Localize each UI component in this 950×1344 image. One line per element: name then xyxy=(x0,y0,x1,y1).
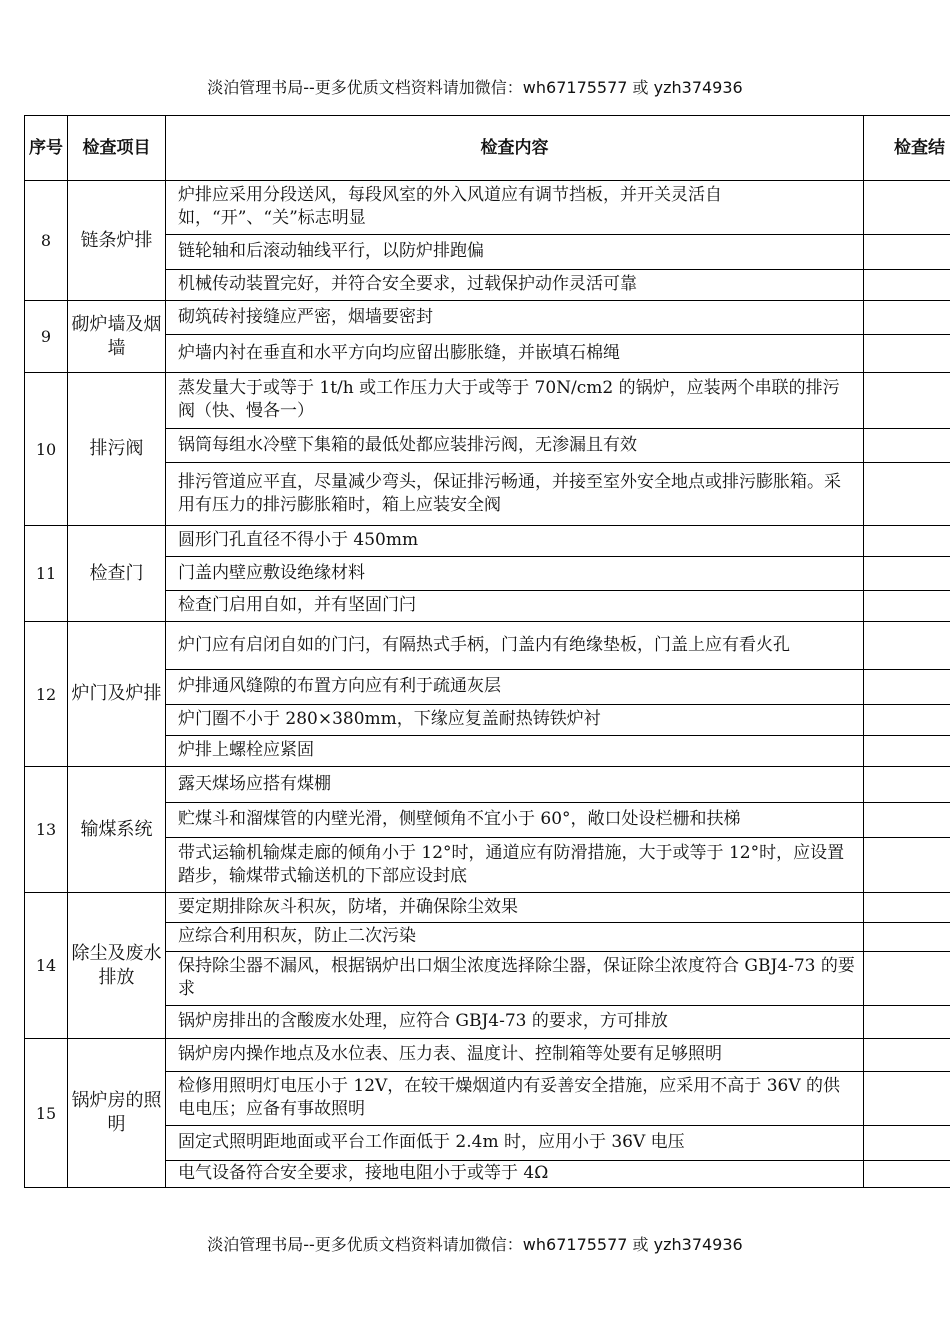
section-number: 8 xyxy=(25,181,68,301)
check-content-cell: 排污管道应平直，尽量减少弯头，保证排污畅通，并接至室外安全地点或排污膨胀箱。采用有压力的排污膨胀箱时，箱上应装安全阀 xyxy=(166,463,864,526)
table-row xyxy=(25,622,950,670)
document-header: 淡泊管理书局--更多优质文档资料请加微信：wh67175577 或 yzh374936 xyxy=(207,78,743,97)
table-header-row xyxy=(25,116,950,181)
section-item: 检查门 xyxy=(68,526,166,622)
check-result-cell xyxy=(864,463,950,526)
check-result-cell xyxy=(864,670,950,705)
table-row xyxy=(25,1039,950,1072)
check-result-cell xyxy=(864,301,950,335)
check-content-cell: 砌筑砖衬接缝应严密，烟墙要密封 xyxy=(166,301,864,335)
check-content-cell: 蒸发量大于或等于 1t/h 或工作压力大于或等于 70N/cm2 的锅炉，应装两个串联的排污阀（快、慢各一） xyxy=(166,373,864,429)
check-result-cell xyxy=(864,705,950,736)
check-result-cell xyxy=(864,1039,950,1072)
check-result-cell xyxy=(864,181,950,235)
check-content-cell: 圆形门孔直径不得小于 450mm xyxy=(166,526,864,557)
table-row xyxy=(25,373,950,429)
check-result-cell xyxy=(864,838,950,893)
check-content-cell: 炉排应采用分段送风，每段风室的外入风道应有调节挡板，并开关灵活自如，“开”、“关”标志明显 xyxy=(166,181,864,235)
check-content-cell: 锅炉房内操作地点及水位表、压力表、温度计、控制箱等处要有足够照明 xyxy=(166,1039,864,1072)
check-result-cell xyxy=(864,270,950,301)
check-content-cell: 链轮轴和后滚动轴线平行，以防炉排跑偏 xyxy=(166,235,864,270)
section-number: 12 xyxy=(25,622,68,767)
header-check-content: 检查内容 xyxy=(166,116,864,181)
check-content-cell: 炉排上螺栓应紧固 xyxy=(166,736,864,767)
section-item: 砌炉墙及烟墙 xyxy=(68,301,166,373)
check-content-cell: 门盖内壁应敷设绝缘材料 xyxy=(166,557,864,591)
check-result-cell xyxy=(864,893,950,923)
header-check-item: 检查项目 xyxy=(68,116,166,181)
check-content-cell: 要定期排除灰斗积灰，防堵，并确保除尘效果 xyxy=(166,893,864,923)
check-content-cell: 检查门启用自如，并有坚固门闩 xyxy=(166,591,864,622)
check-content-cell: 锅炉房排出的含酸废水处理，应符合 GBJ4-73 的要求，方可排放 xyxy=(166,1006,864,1039)
section-item: 除尘及废水排放 xyxy=(68,893,166,1039)
check-content-cell: 应综合利用积灰，防止二次污染 xyxy=(166,923,864,952)
section-item: 输煤系统 xyxy=(68,767,166,893)
section-item: 链条炉排 xyxy=(68,181,166,301)
check-result-cell xyxy=(864,1006,950,1039)
section-number: 13 xyxy=(25,767,68,893)
check-content-cell: 露天煤场应搭有煤棚 xyxy=(166,767,864,803)
section-number: 15 xyxy=(25,1039,68,1188)
header-serial-number: 序号 xyxy=(25,116,68,181)
check-content-cell: 炉排通风缝隙的布置方向应有利于疏通灰层 xyxy=(166,670,864,705)
check-result-cell xyxy=(864,803,950,838)
header-check-result: 检查结 xyxy=(864,116,950,181)
check-content-cell: 电气设备符合安全要求，接地电阻小于或等于 4Ω xyxy=(166,1161,864,1188)
check-result-cell xyxy=(864,736,950,767)
check-content-cell: 炉门应有启闭自如的门闩，有隔热式手柄，门盖内有绝缘垫板，门盖上应有看火孔 xyxy=(166,622,864,670)
section-item: 锅炉房的照明 xyxy=(68,1039,166,1188)
section-item: 炉门及炉排 xyxy=(68,622,166,767)
table-row xyxy=(25,767,950,803)
check-content-cell: 锅筒每组水冷壁下集箱的最低处都应装排污阀，无渗漏且有效 xyxy=(166,429,864,463)
check-result-cell xyxy=(864,1161,950,1188)
check-content-cell: 保持除尘器不漏风，根据锅炉出口烟尘浓度选择除尘器，保证除尘浓度符合 GBJ4-73 的要求 xyxy=(166,952,864,1006)
table-row xyxy=(25,181,950,235)
check-content-cell: 带式运输机输煤走廊的倾角小于 12°时，通道应有防滑措施，大于或等于 12°时，应设置踏步，输煤带式输送机的下部应设封底 xyxy=(166,838,864,893)
check-content-cell: 固定式照明距地面或平台工作面低于 2.4m 时，应用小于 36V 电压 xyxy=(166,1126,864,1161)
section-number: 9 xyxy=(25,301,68,373)
section-number: 10 xyxy=(25,373,68,526)
check-result-cell xyxy=(864,557,950,591)
check-result-cell xyxy=(864,1072,950,1126)
section-item: 排污阀 xyxy=(68,373,166,526)
check-content-cell: 炉门圈不小于 280×380mm，下缘应复盖耐热铸铁炉衬 xyxy=(166,705,864,736)
check-content-cell: 机械传动装置完好，并符合安全要求，过载保护动作灵活可靠 xyxy=(166,270,864,301)
table-row xyxy=(25,301,950,335)
inspection-table xyxy=(24,115,950,1188)
check-content-cell: 贮煤斗和溜煤管的内壁光滑，侧壁倾角不宜小于 60°，敞口处设栏栅和扶梯 xyxy=(166,803,864,838)
check-result-cell xyxy=(864,591,950,622)
check-result-cell xyxy=(864,235,950,270)
check-result-cell xyxy=(864,1126,950,1161)
document-footer: 淡泊管理书局--更多优质文档资料请加微信：wh67175577 或 yzh374936 xyxy=(207,1235,743,1254)
check-result-cell xyxy=(864,622,950,670)
check-result-cell xyxy=(864,335,950,373)
check-result-cell xyxy=(864,767,950,803)
table-row xyxy=(25,893,950,923)
check-content-cell: 检修用照明灯电压小于 12V，在较干燥烟道内有妥善安全措施，应采用不高于 36V 的供电电压；应备有事故照明 xyxy=(166,1072,864,1126)
section-number: 11 xyxy=(25,526,68,622)
check-result-cell xyxy=(864,373,950,429)
check-result-cell xyxy=(864,429,950,463)
check-result-cell xyxy=(864,923,950,952)
check-result-cell xyxy=(864,952,950,1006)
table-row xyxy=(25,526,950,557)
section-number: 14 xyxy=(25,893,68,1039)
check-content-cell: 炉墙内衬在垂直和水平方向均应留出膨胀缝，并嵌填石棉绳 xyxy=(166,335,864,373)
check-result-cell xyxy=(864,526,950,557)
